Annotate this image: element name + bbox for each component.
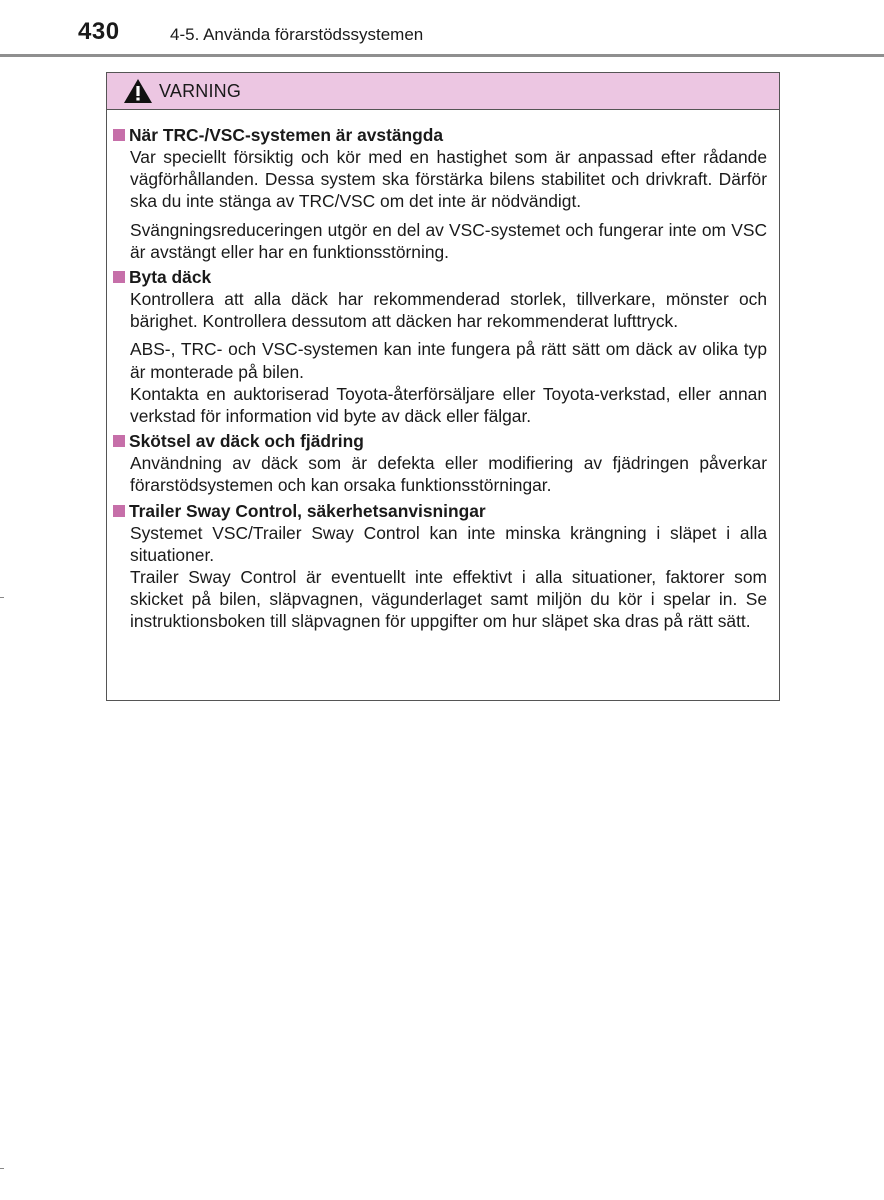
bullet-square-icon bbox=[113, 435, 125, 447]
page-number: 430 bbox=[78, 18, 120, 45]
section-heading: Trailer Sway Control, säkerhetsanvisningar bbox=[113, 500, 767, 522]
paragraph: Kontakta en auktoriserad Toyota-återförsäljare eller Toyota-verkstad, eller annan verkstad för information vid byte av däck eller fälgar. bbox=[130, 383, 767, 427]
bullet-square-icon bbox=[113, 505, 125, 517]
bullet-square-icon bbox=[113, 129, 125, 141]
header-rule bbox=[0, 54, 884, 57]
paragraph: Användning av däck som är defekta eller modifiering av fjädringen påverkar förarstödsystemen och kan orsaka funktionsstörningar. bbox=[130, 453, 767, 496]
section-heading: Byta däck bbox=[113, 266, 767, 288]
paragraph: ABS-, TRC- och VSC-systemen kan inte fungera på rätt sätt om däck av olika typ är monterade på bilen. bbox=[130, 339, 767, 382]
margin-tick bbox=[0, 597, 4, 598]
paragraph: Kontrollera att alla däck har rekommenderad storlek, tillverkare, mönster och bärighet. Kontrollera dessutom att däcken har rekommenderat lufttryck. bbox=[130, 289, 767, 332]
warning-title: VARNING bbox=[159, 80, 242, 101]
paragraph: Systemet VSC/Trailer Sway Control kan inte minska krängning i släpet i alla situationer. bbox=[130, 522, 767, 565]
paragraph: Trailer Sway Control är eventuellt inte effektivt i alla situationer, faktorer som skicket på bilen, släpvagnen, vägunderlaget samt miljön du kör i spelar in. Se instruktionsboken till släpvagnen för uppgifter om hur släpet ska dras på rätt sätt. bbox=[130, 567, 767, 632]
margin-tick bbox=[0, 1168, 4, 1169]
warning-box bbox=[106, 72, 780, 701]
bullet-square-icon bbox=[113, 271, 125, 283]
warning-body bbox=[107, 110, 779, 633]
paragraph: Var speciellt försiktig och kör med en hastighet som är anpassad efter rådande vägförhållanden. Dessa system ska förstärka bilens stabilitet och drivkraft. Därför ska du inte stänga av TRC/VSC om det inte är nödvändigt. bbox=[130, 147, 767, 212]
chapter-title: 4-5. Använda förarstödssystemen bbox=[170, 25, 424, 44]
warning-header bbox=[107, 73, 779, 110]
paragraph: Svängningsreduceringen utgör en del av VSC-systemet och fungerar inte om VSC är avstängt eller har en funktionsstörning. bbox=[130, 219, 767, 262]
warning-triangle-icon bbox=[123, 78, 153, 104]
section-heading: Skötsel av däck och fjädring bbox=[113, 430, 767, 452]
section-heading: När TRC-/VSC-systemen är avstängda bbox=[113, 124, 767, 146]
